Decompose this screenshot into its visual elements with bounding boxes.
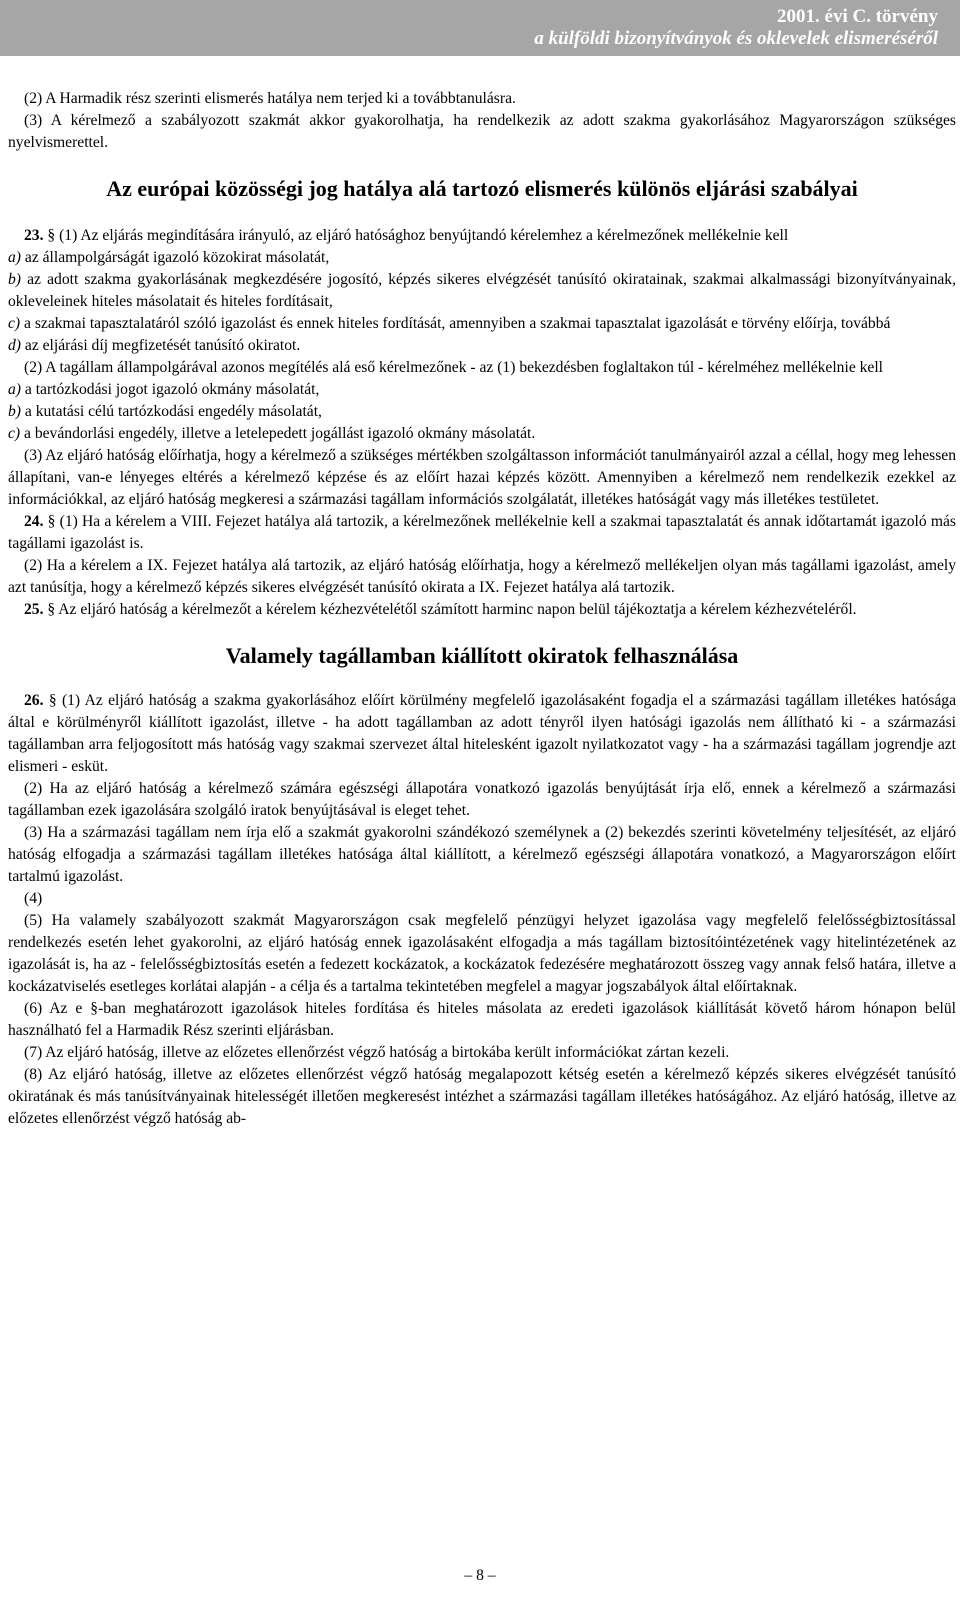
intro-paragraph: (3) A kérelmező a szabályozott szakmát akkor gyakorolhatja, ha rendelkezik az adott szakma gyakorlásához Magyarországon szükséges nyelvismerettel. [8, 112, 956, 151]
paragraph-23-3: (3) Az eljáró hatóság előírhatja, hogy a kérelmező a szükséges mértékben szolgáltasson információt tanulmányairól azzal a céllal, hogy meg lehessen állapítani, van-e lényeges eltérés a kérelmező képzése és az előírt hazai képzés között. Amennyiben a kérelmező nem rendelkezik ezekkel az információkkal, az eljáró hatóság megkeresi a származási tagállam információs szolgálatát, illetékes hatóságát vagy más illetékes testületet. [8, 447, 956, 508]
section-number: 26. [24, 692, 44, 709]
paragraph-26-3: (3) Ha a származási tagállam nem írja elő a szakmát gyakorolni szándékozó személynek a (2) bekezdés szerinti követelmény teljesítését, az eljáró hatóság elfogadja a származási tagállam illetékes hatósága által kiállított, a kérelmező egészségi állapotára vonatkozó, a Magyarországon előírt tartalmú igazolást. [8, 824, 956, 885]
list-item [8, 269, 956, 313]
list-item [8, 313, 956, 335]
list-text: a tartózkodási jogot igazoló okmány másolatát, [21, 381, 320, 398]
list-text: a bevándorlási engedély, illetve a letelepedett jogállást igazoló okmány másolatát. [20, 425, 536, 442]
paragraph-24-2: (2) Ha a kérelem a IX. Fejezet hatálya alá tartozik, az eljáró hatóság előírhatja, hogy a kérelmező mellékeljen olyan más tagállami igazolást, amely azt tanúsítja, hogy a kérelmező képzés sikeres elvégzését tanúsító okirata a IX. Fejezet hatálya alá tartozik. [8, 557, 956, 596]
paragraph-23-2: (2) A tagállam állampolgárával azonos megítélés alá eső kérelmezőnek - az (1) bekezdésben foglaltakon túl - kérelméhez mellékelnie kell [24, 359, 884, 376]
list-label: c) [8, 315, 21, 332]
paragraph-text: § (1) Az eljárás megindítására irányuló, az eljáró hatósághoz benyújtandó kérelemhez a kérelmezőnek mellékelnie kell [47, 227, 789, 244]
section-number: 25. [24, 601, 44, 618]
document-body [8, 88, 956, 1130]
header-law-subtitle: a külföldi bizonyítványok és oklevelek elismeréséről [534, 28, 938, 49]
list-label: b) [8, 271, 21, 288]
paragraph-text: § (1) Az eljáró hatóság a szakma gyakorlásához előírt körülmény megfelelő igazolásaként fogadja el a származási tagállam illetékes hatósága által e körülményről kiállított igazolást, illetve - ha adott tagállamban az adott tényről ilyen hatósági igazolás nem állítható ki - a származási tagállamban arra feljogosított más hatóság vagy szakmai szervezet által hitelesként igazolt nyilatkozatot vagy - ha a származási tagállam jogrendje azt elismeri - esküt. [8, 692, 956, 775]
section-number: 23. [24, 227, 44, 244]
paragraph-text: § Az eljáró hatóság a kérelmezőt a kérelem kézhezvételétől számított harminc napon belül tájékoztatja a kérelem kézhezvételéről. [43, 601, 857, 618]
list-label: b) [8, 403, 21, 420]
paragraph-26-1 [8, 690, 956, 778]
intro-paragraph: (2) A Harmadik rész szerinti elismerés hatálya nem terjed ki a továbbtanulásra. [24, 90, 516, 107]
section-heading: Az európai közösségi jog hatálya alá tartozó elismerés különös eljárási szabályai [106, 176, 858, 201]
list-text: az eljárási díj megfizetését tanúsító okiratot. [21, 337, 301, 354]
list-text: a kutatási célú tartózkodási engedély másolatát, [21, 403, 322, 420]
header-law-title: 2001. évi C. törvény [777, 6, 938, 27]
section-heading: Valamely tagállamban kiállított okiratok felhasználása [225, 643, 739, 668]
list-text: a szakmai tapasztalatáról szóló igazolást és ennek hiteles fordítását, amennyiben a szakmai tapasztalat igazolását e törvény előírja, továbbá [20, 315, 891, 332]
running-header [0, 0, 960, 56]
paragraph-26-8: (8) Az eljáró hatóság, illetve az előzetes ellenőrzést végző hatóság megalapozott kétség esetén a kérelmező képzés sikeres elvégzését tanúsító okiratának és más tanúsítványainak hitelességét illetően megkeresést intézhet a származási tagállam illetékes hatóságához. Az eljáró hatóság, illetve az előzetes ellenőrzést végző hatóság ab- [8, 1066, 956, 1127]
paragraph-23-1 [8, 225, 956, 247]
list-item [8, 247, 956, 269]
list-text: az adott szakma gyakorlásának megkezdésére jogosító, képzés sikeres elvégzését tanúsító okiratainak, szakmai alkalmassági bizonyítványainak, okleveleinek hiteles másolatait és hiteles fordításait, [8, 271, 956, 310]
list-label: d) [8, 337, 21, 354]
paragraph-26-7: (7) Az eljáró hatóság, illetve az előzetes ellenőrzést végző hatóság a birtokába került információkat zártan kezeli. [24, 1044, 730, 1061]
paragraph-26-6: (6) Az e §-ban meghatározott igazolások hiteles fordítása és hiteles másolata az eredeti igazolások kiállítását követő három hónapon belül használható fel a Harmadik Rész szerinti eljárásban. [8, 1000, 956, 1039]
paragraph-26-5: (5) Ha valamely szabályozott szakmát Magyarországon csak megfelelő pénzügyi helyzet igazolása vagy megfelelő felelősségbiztosítással rendelkezés esetén lehet gyakorolni, az eljáró hatóság ennek igazolásaként elfogadja a más tagállam biztosítóintézetének vagy hitelintézetének az igazolását is, ha az - felelősségbiztosítás esetén a fedezett kockázatok, a kockázatok fedezésére meghatározott összeg vagy annak felső határa, illetve a kockázatviselés esetleges korlátai alapján - a célja és a tartalma tekintetében megfelel a magyar jogszabályok által előírtaknak. [8, 912, 956, 995]
list-label: a) [8, 381, 21, 398]
list-item [8, 335, 956, 357]
list-text: az állampolgárságát igazoló közokirat másolatát, [21, 249, 330, 266]
list-item [8, 423, 956, 445]
list-item [8, 379, 956, 401]
paragraph-26-2: (2) Ha az eljáró hatóság a kérelmező számára egészségi állapotára vonatkozó igazolás benyújtását írja elő, ennek a kérelmező a származási tagállamban ezek igazolására szolgáló iratok benyújtásával is eleget tehet. [8, 780, 956, 819]
paragraph-24-1 [8, 511, 956, 555]
page-number: – 8 – [464, 1567, 496, 1584]
section-number: 24. [24, 513, 44, 530]
list-label: a) [8, 249, 21, 266]
paragraph-26-4: (4) [24, 890, 43, 907]
list-label: c) [8, 425, 21, 442]
paragraph-25 [8, 599, 956, 621]
paragraph-text: § (1) Ha a kérelem a VIII. Fejezet hatálya alá tartozik, a kérelmezőnek mellékelnie kell a szakmai tapasztalatát és annak időtartamát igazoló más tagállami igazolást is. [8, 513, 956, 552]
list-item [8, 401, 956, 423]
